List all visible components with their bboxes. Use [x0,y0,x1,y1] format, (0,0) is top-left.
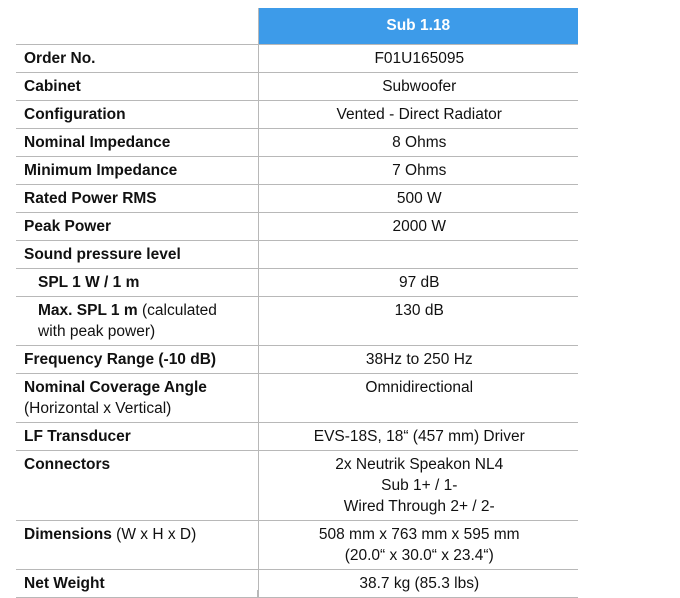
row-label: Order No. [16,45,258,73]
row-value: 500 W [258,185,578,213]
row-value [258,241,578,269]
row-label: Rated Power RMS [16,185,258,213]
table-row [16,73,578,101]
row-value: 130 dB [258,297,578,346]
row-label-note: (calculated [141,302,217,319]
row-value: 2000 W [258,213,578,241]
row-label-note: (W x H x D) [116,526,197,543]
row-value: EVS-18S, 18“ (457 mm) Driver [258,423,578,451]
table-row [16,101,578,129]
table-row [16,213,578,241]
row-value: 38.7 kg (85.3 lbs) [258,570,578,598]
row-value: 2x Neutrik Speakon NL4 [335,456,504,473]
table-row [16,374,578,423]
row-label: Nominal Coverage Angle [24,379,207,396]
header-blank-cell [16,8,258,45]
header-row [16,8,578,45]
row-label: SPL 1 W / 1 m [16,269,258,297]
row-label: Configuration [16,101,258,129]
table-row [16,423,578,451]
model-header: Sub 1.18 [258,8,578,45]
row-label-max-spl [16,297,258,346]
table-row [16,241,578,269]
row-label-note: with peak power) [38,323,156,340]
row-label: Dimensions [24,526,112,543]
table-row [16,269,578,297]
row-value-dimensions [258,521,578,570]
table-row [16,129,578,157]
row-label: LF Transducer [16,423,258,451]
row-label-dimensions [16,521,258,570]
row-value: Omnidirectional [258,374,578,423]
row-value: Vented - Direct Radiator [258,101,578,129]
row-value: (20.0“ x 30.0“ x 23.4“) [344,547,494,564]
row-label-coverage [16,374,258,423]
row-label: Minimum Impedance [16,157,258,185]
table-row [16,346,578,374]
row-value: 7 Ohms [258,157,578,185]
row-label: Sound pressure level [16,241,258,269]
row-label: Frequency Range (-10 dB) [16,346,258,374]
row-value: Subwoofer [258,73,578,101]
row-label-note: (Horizontal x Vertical) [24,400,172,417]
row-value: 97 dB [258,269,578,297]
table-row [16,185,578,213]
row-value: 508 mm x 763 mm x 595 mm [318,526,520,543]
table-row [16,451,578,521]
table-row [16,521,578,570]
table-row [16,297,578,346]
row-label: Max. SPL 1 m [38,302,138,319]
spec-table [16,8,578,598]
row-value: F01U165095 [258,45,578,73]
table-row [16,45,578,73]
row-label: Net Weight [16,570,258,598]
row-value: Sub 1+ / 1- [381,477,458,494]
table-bottom-edge [16,590,578,597]
table-row [16,157,578,185]
row-value: 8 Ohms [258,129,578,157]
row-value: 38Hz to 250 Hz [258,346,578,374]
row-value-connectors [258,451,578,521]
row-label: Nominal Impedance [16,129,258,157]
row-value: Wired Through 2+ / 2- [343,498,495,515]
row-label: Peak Power [16,213,258,241]
row-label: Connectors [16,451,258,521]
row-label: Cabinet [16,73,258,101]
